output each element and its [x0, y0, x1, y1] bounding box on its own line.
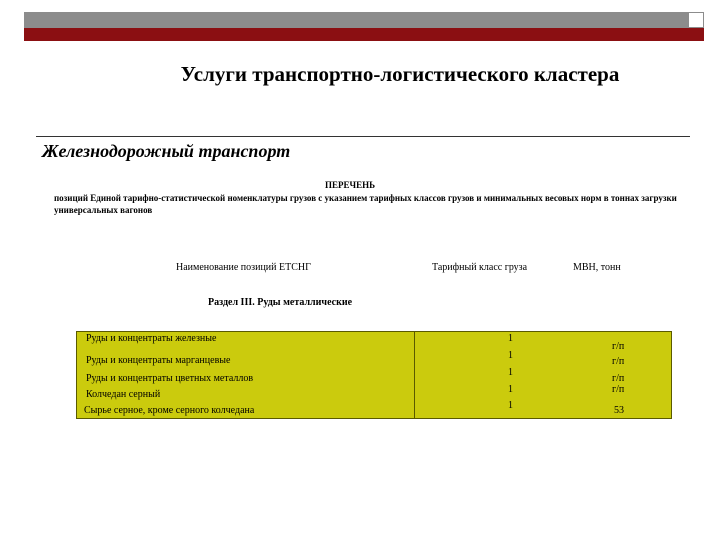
- list-description: позиций Единой тарифно-статистической номенклатуры грузов с указанием тарифных классов грузов и минимальных весовых норм в тоннах загрузки универсальных вагонов: [54, 193, 677, 215]
- table-column-divider: [414, 331, 415, 419]
- header-square-white: [688, 12, 704, 28]
- column-header-mvn: МВН, тонн: [573, 262, 621, 273]
- table-row-mvn: г/п: [612, 373, 625, 384]
- title-divider: [36, 136, 690, 137]
- table-row-mvn: г/п: [612, 341, 625, 352]
- table-row-name: Сырье серное, кроме серного колчедана: [84, 405, 255, 416]
- table-row-mvn: 53: [614, 405, 624, 416]
- section-title: Раздел III. Руды металлические: [208, 297, 353, 308]
- list-heading: ПЕРЕЧЕНЬ: [325, 180, 376, 190]
- table-row-tariff-class: 1: [508, 384, 513, 395]
- table-row-mvn: г/п: [612, 384, 625, 395]
- header-bar-grey: [24, 12, 689, 28]
- header-bar-red: [24, 28, 689, 41]
- slide-subtitle: Железнодорожный транспорт: [42, 141, 291, 161]
- table-row-name: Руды и концентраты железные: [86, 333, 217, 344]
- table-row-tariff-class: 1: [508, 333, 513, 344]
- table-row-tariff-class: 1: [508, 400, 513, 411]
- table-row-name: Колчедан серный: [86, 389, 161, 400]
- table-row-tariff-class: 1: [508, 367, 513, 378]
- slide-title: Услуги транспортно-логистического кластера: [180, 62, 620, 86]
- table-row-name: Руды и концентраты цветных металлов: [86, 373, 254, 384]
- column-header-tariff-class: Тарифный класс груза: [432, 262, 528, 273]
- table-row-name: Руды и концентраты марганцевые: [86, 355, 231, 366]
- table-row-tariff-class: 1: [508, 350, 513, 361]
- table-row-mvn: г/п: [612, 356, 625, 367]
- header-square-red: [688, 28, 704, 41]
- column-header-name: Наименование позиций ЕТСНГ: [176, 262, 311, 273]
